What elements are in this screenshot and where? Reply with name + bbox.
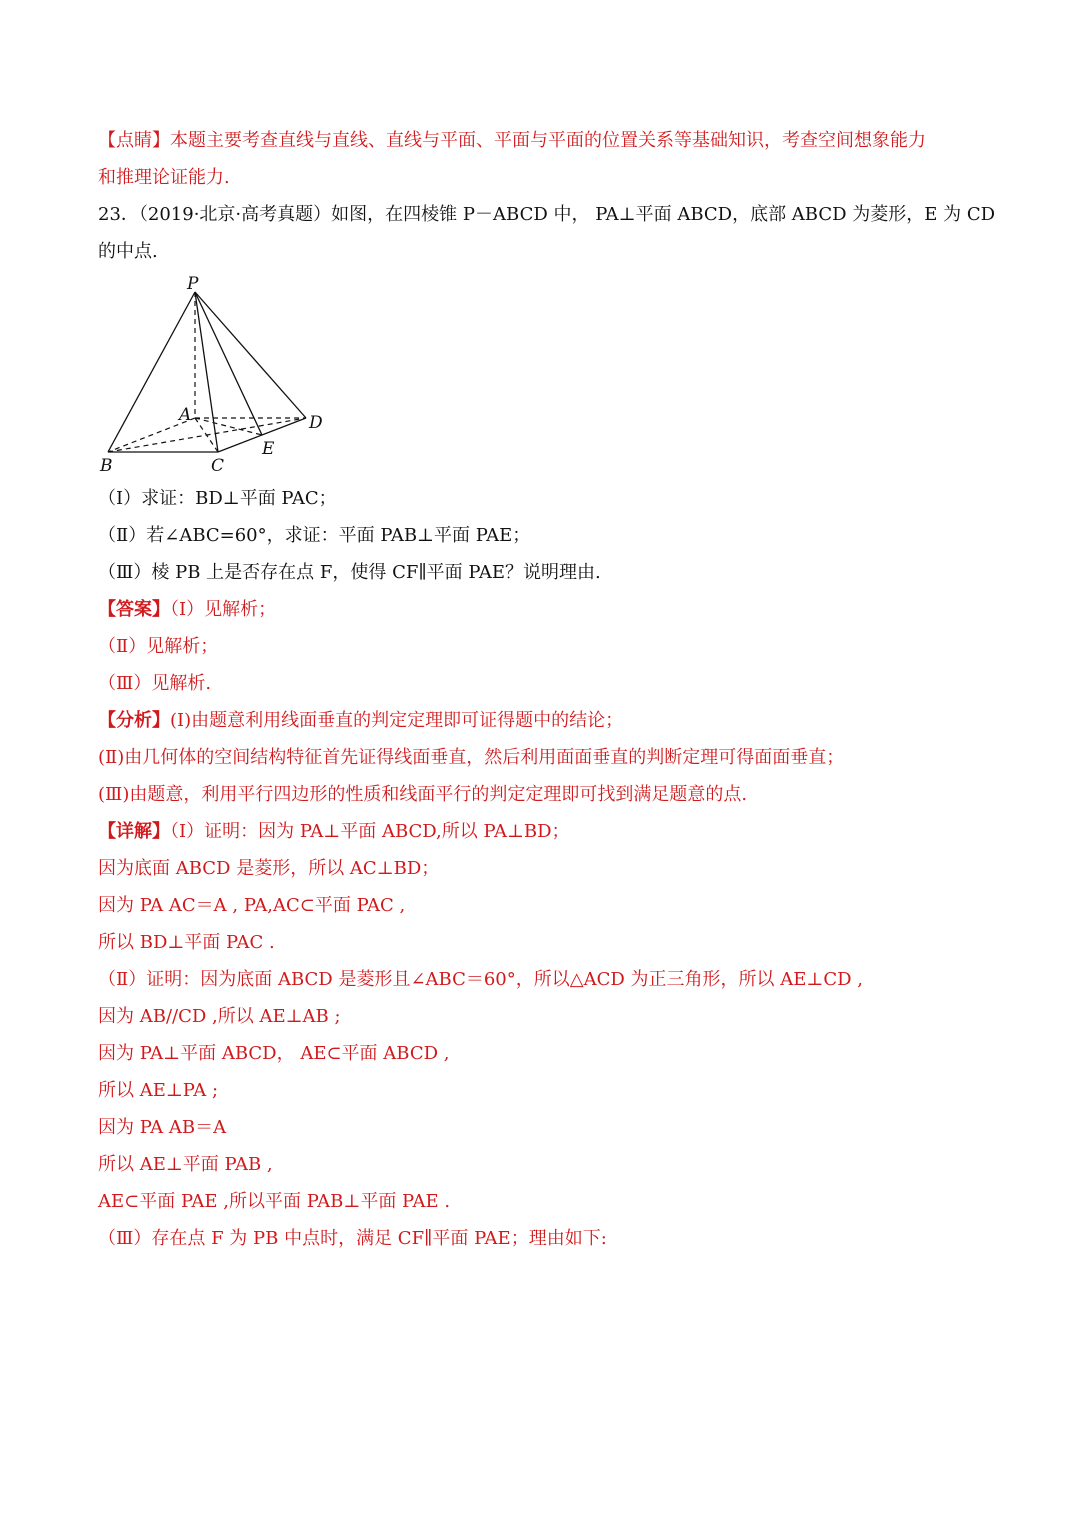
detail-line-7: 因为 PA⊥平面 ABCD， AE⊂平面 ABCD , xyxy=(98,1043,450,1064)
question-2: （Ⅱ）若∠ABC=60°，求证：平面 PAB⊥平面 PAE； xyxy=(98,525,531,546)
detail-line-3: 因为 PA AC＝A , PA,AC⊂平面 PAC , xyxy=(98,895,406,916)
detail-line-6: 因为 AB//CD ,所以 AE⊥AB ; xyxy=(98,1006,341,1027)
question-3: （Ⅲ）棱 PB 上是否存在点 F，使得 CF∥平面 PAE？说明理由. xyxy=(98,562,601,583)
question-1: （Ⅰ）求证：BD⊥平面 PAC； xyxy=(98,488,337,509)
detail-line-10: 所以 AE⊥平面 PAB , xyxy=(98,1154,273,1175)
detail-line-2: 因为底面 ABCD 是菱形，所以 AC⊥BD； xyxy=(98,858,440,879)
problem-stem: 如图，在四棱锥 P－ABCD 中， PA⊥平面 ABCD，底部 ABCD 为菱形，E 为 CD xyxy=(331,204,996,225)
detail-line-9: 因为 PA AB＝A xyxy=(98,1117,227,1138)
pyramid-figure xyxy=(95,272,335,477)
edge-AE xyxy=(195,418,262,435)
label-E: E xyxy=(262,439,275,459)
answer-line-3: （Ⅲ）见解析. xyxy=(98,673,212,694)
detail-tag: 【详解】 xyxy=(98,821,170,842)
detail-line-5: （Ⅱ）证明：因为底面 ABCD 是菱形且∠ABC＝60°，所以△ACD 为正三角形，所以 AE⊥CD , xyxy=(98,969,863,990)
problem-source: （2019·北京·高考真题） xyxy=(138,204,332,225)
label-A: A xyxy=(179,405,192,425)
analysis-line-2: (Ⅱ)由几何体的空间结构特征首先证得线面垂直，然后利用面面垂直的判断定理可得面面垂直； xyxy=(98,747,845,768)
edge-BD xyxy=(108,418,306,452)
answer-tag: 【答案】 xyxy=(98,599,170,620)
detail-line-12: （Ⅲ）存在点 F 为 PB 中点时，满足 CF∥平面 PAE；理由如下: xyxy=(98,1228,607,1249)
dianjing-line-2: 和推理论证能力. xyxy=(98,167,230,188)
edge-PB xyxy=(108,292,195,452)
detail-line-8: 所以 AE⊥PA ; xyxy=(98,1080,219,1101)
answer-line-2: （Ⅱ）见解析； xyxy=(98,636,219,657)
edge-PD xyxy=(195,292,306,418)
analysis-line-3: (Ⅲ)由题意，利用平行四边形的性质和线面平行的判定定理即可找到满足题意的点. xyxy=(98,784,748,805)
label-B: B xyxy=(100,456,113,476)
analysis-line-1: 【分析】(Ⅰ)由题意利用线面垂直的判定定理即可证得题中的结论； xyxy=(98,710,624,731)
label-P: P xyxy=(187,274,199,294)
detail-line-4: 所以 BD⊥平面 PAC . xyxy=(98,932,275,953)
analysis-tag: 【分析】 xyxy=(98,710,170,731)
problem-stem-line-1 xyxy=(98,202,996,228)
label-D: D xyxy=(309,413,323,433)
detail-line-11: AE⊂平面 PAE ,所以平面 PAB⊥平面 PAE . xyxy=(98,1191,451,1212)
problem-number: 23． xyxy=(98,204,139,225)
answer-line-1: 【答案】（Ⅰ）见解析； xyxy=(98,599,277,620)
detail-line-1: 【详解】（Ⅰ）证明：因为 PA⊥平面 ABCD,所以 PA⊥BD； xyxy=(98,821,570,842)
problem-stem-line-2: 的中点. xyxy=(98,241,158,262)
dianjing-line-1: 【点睛】本题主要考查直线与直线、直线与平面、平面与平面的位置关系等基础知识，考查空间想象能力 xyxy=(98,130,926,151)
label-C: C xyxy=(211,456,225,476)
